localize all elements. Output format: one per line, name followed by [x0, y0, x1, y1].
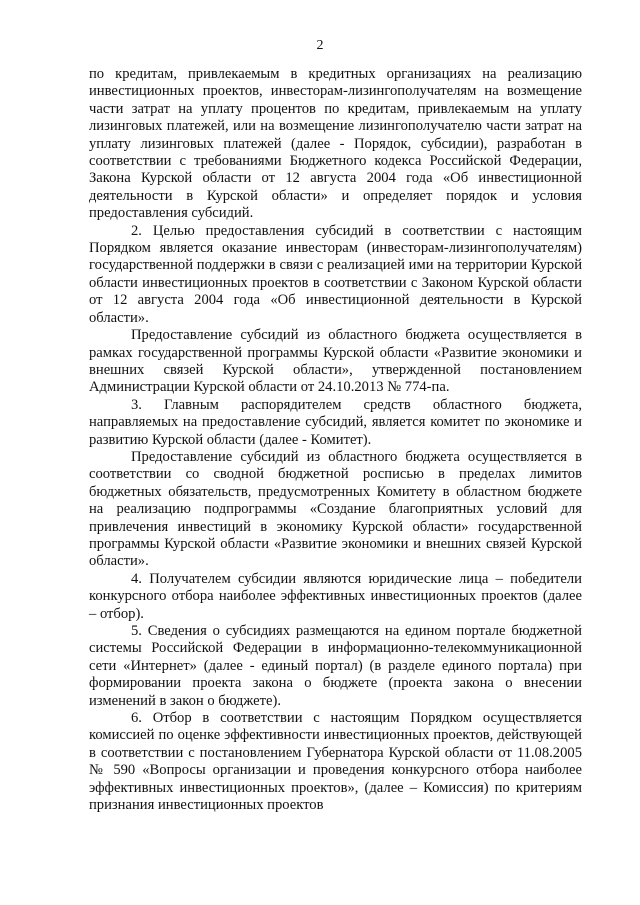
paragraph-continuation: по кредитам, привлекаемым в кредитных организациях на реализацию инвестиционных проектов, инвесторам-лизингополучателям на возмещение части затрат на уплату процентов по кредитам, привлекаемым на уплату лизинговых платежей, или на возмещение лизингополучателю части затрат на уплату лизинговых платежей (далее - Порядок, субсидии), разработан в соответствии с требованиями Бюджетного кодекса Российской Федерации, Закона Курской области от 12 августа 2004 года «Об инвестиционной деятельности в Курской области» и определяет порядок и условия предоставления субсидий. [89, 66, 582, 222]
document-body [89, 66, 582, 814]
paragraph-budget: Предоставление субсидий из областного бюджета осуществляется в соответствии со сводной бюджетной росписью в пределах лимитов бюджетных обязательств, предусмотренных Комитету в областном бюджете на реализацию подпрограммы «Создание благоприятных условий для привлечения инвестиций в экономику Курской области» государственной программы Курской области «Развитие экономики и внешних связей Курской области». [89, 448, 582, 570]
paragraph-item-3: 3. Главным распорядителем средств областного бюджета, направляемых на предоставление субсидий, является комитет по экономике и развитию Курской области (далее - Комитет). [89, 396, 582, 448]
paragraph-item-6: 6. Отбор в соответствии с настоящим Порядком осуществляется комиссией по оценке эффективности инвестиционных проектов, действующей в соответствии с постановлением Губернатора Курской области от 11.08.2005 № 590 «Вопросы организации и проведения конкурсного отбора наиболее эффективных инвестиционных проектов», (далее – Комиссия) по критериям признания инвестиционных проектов [89, 710, 582, 814]
paragraph-item-5: 5. Сведения о субсидиях размещаются на едином портале бюджетной системы Российской Федерации в информационно-телекоммуникационной сети «Интернет» (далее - единый портал) (в разделе единого портала) при формировании проекта закона о бюджете (проекта закона о внесении изменений в закон о бюджете). [89, 623, 582, 709]
paragraph-item-4: 4. Получателем субсидии являются юридические лица – победители конкурсного отбора наиболее эффективных инвестиционных проектов (далее – отбор). [89, 570, 582, 622]
page-number: 2 [316, 38, 324, 53]
paragraph-item-2: 2. Целью предоставления субсидий в соответствии с настоящим Порядком является оказание инвесторам (инвесторам-лизингополучателям) государственной поддержки в связи с реализацией ими на территории Курской области инвестиционных проектов в соответствии с Законом Курской области от 12 августа 2004 года «Об инвестиционной деятельности в Курской области». [89, 222, 582, 326]
paragraph-program: Предоставление субсидий из областного бюджета осуществляется в рамках государственной программы Курской области «Развитие экономики и внешних связей Курской области», утвержденной постановлением Администрации Курской области от 24.10.2013 № 774-па. [89, 327, 582, 396]
